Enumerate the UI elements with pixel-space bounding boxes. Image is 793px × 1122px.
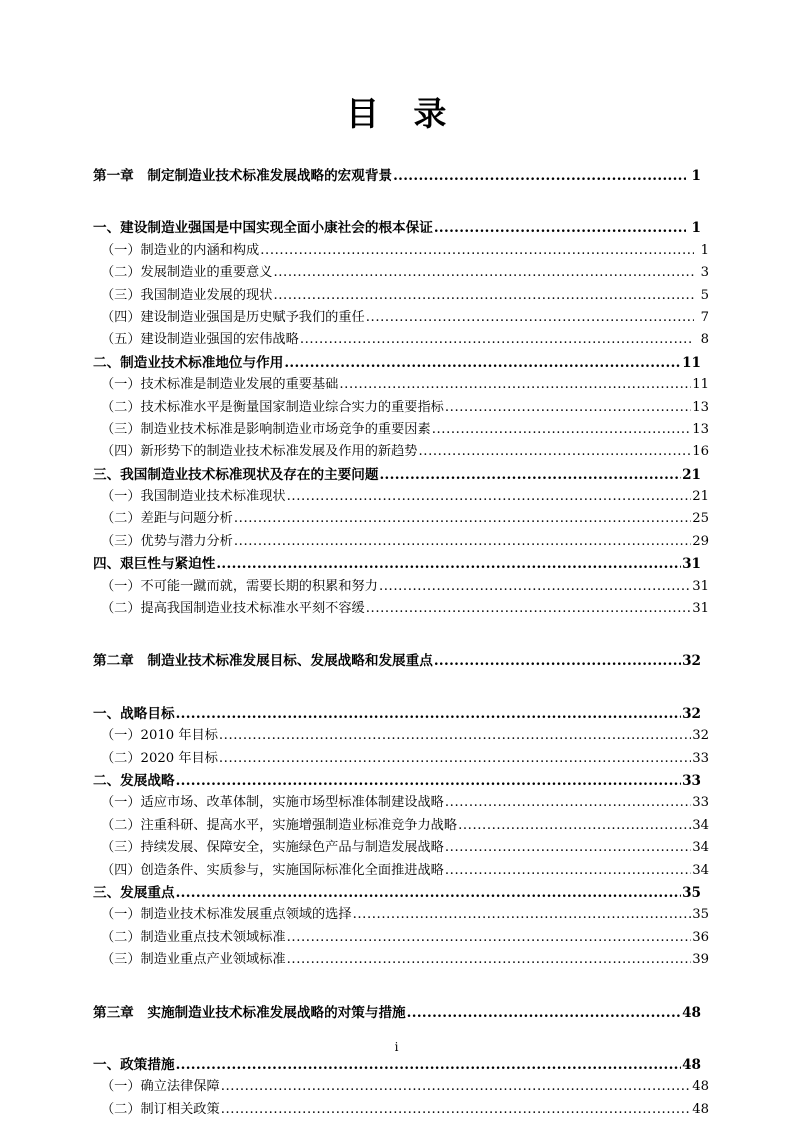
toc-entry-page-number: 21 bbox=[682, 466, 701, 483]
toc-entry-label: （一）我国制造业技术标准现状 bbox=[101, 489, 286, 505]
toc-entry-page-number: 13 bbox=[692, 421, 709, 437]
toc-entry-page-number: 33 bbox=[692, 750, 709, 766]
toc-entry-page-number: 1 bbox=[700, 242, 709, 258]
toc-dot-leader bbox=[260, 240, 694, 256]
toc-entry-label: （二）制订相关政策 bbox=[101, 1101, 220, 1117]
toc-entry-sub[interactable] bbox=[101, 904, 709, 926]
toc-entry-sub[interactable] bbox=[101, 598, 709, 620]
toc-entry-label: （二）制造业重点技术领域标准 bbox=[101, 929, 286, 945]
toc-entry-page-number: 48 bbox=[682, 1056, 701, 1073]
toc-entry-label: （三）持续发展、保障安全，实施绿色产品与制造发展战略 bbox=[101, 840, 444, 856]
toc-entry-page-number: 1 bbox=[691, 220, 701, 237]
toc-dot-leader bbox=[434, 217, 686, 233]
toc-dot-leader bbox=[353, 904, 692, 920]
toc-entry-label: （一）适应市场、改革体制，实施市场型标准体制建设战略 bbox=[101, 795, 444, 811]
toc-entry-page-number: 33 bbox=[682, 772, 701, 789]
toc-entry-chapter[interactable] bbox=[93, 1002, 701, 1024]
toc-entry-sub[interactable] bbox=[101, 285, 709, 307]
toc-entry-label: （三）制造业重点产业领域标准 bbox=[101, 952, 286, 968]
toc-dot-leader bbox=[221, 1099, 692, 1115]
toc-dot-leader bbox=[273, 285, 694, 301]
toc-entry-label: （二）注重科研、提高水平，实施增强制造业标准竞争力战略 bbox=[101, 817, 458, 833]
toc-dot-leader bbox=[379, 576, 691, 592]
toc-dot-leader bbox=[300, 329, 694, 345]
toc-dot-leader bbox=[445, 792, 691, 808]
toc-entry-sub[interactable] bbox=[101, 486, 709, 508]
toc-entry-page-number: 31 bbox=[682, 556, 701, 573]
toc-dot-leader bbox=[273, 262, 694, 278]
toc-dot-leader bbox=[339, 374, 691, 390]
toc-entry-label: 二、发展战略 bbox=[93, 772, 175, 789]
toc-dot-leader bbox=[407, 1002, 681, 1018]
toc-dot-leader bbox=[287, 486, 692, 502]
toc-entry-label: （三）优势与潜力分析 bbox=[101, 533, 233, 549]
toc-dot-leader bbox=[379, 464, 681, 480]
toc-entry-page-number: 48 bbox=[682, 1004, 701, 1021]
toc-entry-page-number: 8 bbox=[700, 332, 709, 348]
toc-entry-sub[interactable] bbox=[101, 441, 709, 463]
toc-dot-leader bbox=[419, 441, 692, 457]
toc-entry-sub[interactable] bbox=[101, 927, 709, 949]
toc-entry-label: （一）制造业技术标准发展重点领域的选择 bbox=[101, 907, 352, 923]
toc-entry-page-number: 32 bbox=[682, 653, 701, 670]
toc-entry-page-number: 7 bbox=[700, 309, 709, 325]
toc-entry-label: 第一章 制定制造业技术标准发展战略的宏观背景 bbox=[93, 168, 393, 184]
toc-dot-leader bbox=[234, 531, 691, 547]
toc-entry-page-number: 35 bbox=[692, 907, 709, 923]
toc-entry-page-number: 29 bbox=[692, 533, 709, 549]
toc-dot-leader bbox=[176, 703, 682, 719]
toc-dot-leader bbox=[458, 815, 691, 831]
toc-entry-page-number: 31 bbox=[692, 601, 709, 617]
toc-entry-label: 四、艰巨性与紧迫性 bbox=[93, 556, 216, 573]
toc-entry-label: （四）创造条件、实质参与，实施国际标准化全面推进战略 bbox=[101, 862, 444, 878]
toc-entry-label: 一、政策措施 bbox=[93, 1056, 175, 1073]
toc-entry-page-number: 13 bbox=[692, 399, 709, 415]
toc-entry-section[interactable] bbox=[93, 217, 701, 239]
toc-dot-leader bbox=[234, 508, 691, 524]
toc-entry-page-number: 11 bbox=[692, 377, 709, 393]
toc-entry-label: 二、制造业技术标准地位与作用 bbox=[93, 354, 284, 371]
toc-entry-label: （五）建设制造业强国的宏伟战略 bbox=[101, 332, 299, 348]
toc-entry-sub[interactable] bbox=[101, 374, 709, 396]
toc-entry-page-number: 48 bbox=[692, 1101, 709, 1117]
toc-entry-page-number: 34 bbox=[692, 862, 709, 878]
toc-entry-page-number: 16 bbox=[692, 444, 709, 460]
toc-entry-label: （二）发展制造业的重要意义 bbox=[101, 265, 273, 281]
toc-dot-leader bbox=[287, 949, 692, 965]
toc-entry-page-number: 5 bbox=[700, 287, 709, 303]
toc-entry-sub[interactable] bbox=[101, 748, 709, 770]
toc-entry-sub[interactable] bbox=[101, 725, 709, 747]
toc-entry-page-number: 1 bbox=[691, 168, 701, 184]
toc-entry-page-number: 3 bbox=[700, 265, 709, 281]
toc-entry-chapter[interactable] bbox=[93, 650, 701, 672]
toc-entry-label: 第三章 实施制造业技术标准发展战略的对策与措施 bbox=[93, 1004, 406, 1021]
toc-entry-page-number: 48 bbox=[692, 1079, 709, 1095]
toc-dot-leader bbox=[287, 927, 692, 943]
toc-entry-label: （四）建设制造业强国是历史赋予我们的重任 bbox=[101, 309, 365, 325]
toc-entry-section[interactable] bbox=[93, 770, 701, 792]
toc-entry-sub[interactable] bbox=[101, 240, 709, 262]
toc-entry-label: （四）新形势下的制造业技术标准发展及作用的新趋势 bbox=[101, 444, 418, 460]
toc-entry-sub[interactable] bbox=[101, 531, 709, 553]
toc-entry-sub[interactable] bbox=[101, 860, 709, 882]
toc-dot-leader bbox=[221, 1076, 692, 1092]
toc-dot-leader bbox=[366, 598, 691, 614]
toc-entry-section[interactable] bbox=[93, 703, 701, 725]
toc-entry-sub[interactable] bbox=[101, 419, 709, 441]
page-title: 目 录 bbox=[346, 94, 447, 133]
toc-entry-label: 一、建设制造业强国是中国实现全面小康社会的根本保证 bbox=[93, 220, 433, 237]
toc-entry-label: （二）差距与问题分析 bbox=[101, 511, 233, 527]
toc-entry-chapter[interactable] bbox=[93, 165, 701, 187]
toc-dot-leader bbox=[445, 397, 691, 413]
toc-dot-leader bbox=[219, 748, 691, 764]
toc-entry-page-number: 11 bbox=[682, 354, 701, 371]
toc-dot-leader bbox=[445, 860, 691, 876]
toc-dot-leader bbox=[445, 837, 691, 853]
toc-entry-section[interactable] bbox=[93, 352, 701, 374]
toc-entry-label: 三、我国制造业技术标准现状及存在的主要问题 bbox=[93, 466, 379, 483]
toc-entry-sub[interactable] bbox=[101, 1099, 709, 1121]
toc-entry-section[interactable] bbox=[93, 464, 701, 486]
toc-entry-label: 三、发展重点 bbox=[93, 884, 175, 901]
toc-dot-leader bbox=[176, 1054, 682, 1070]
toc-entry-sub[interactable] bbox=[101, 837, 709, 859]
toc-entry-section[interactable] bbox=[93, 553, 701, 575]
toc-entry-label: （一）确立法律保障 bbox=[101, 1079, 220, 1095]
toc-entry-sub[interactable] bbox=[101, 949, 709, 971]
toc-entry-sub[interactable] bbox=[101, 1076, 709, 1098]
toc-entry-label: （三）我国制造业发展的现状 bbox=[101, 287, 273, 303]
toc-entry-page-number: 32 bbox=[682, 705, 701, 722]
toc-entry-label: （二）提高我国制造业技术标准水平刻不容缓 bbox=[101, 601, 365, 617]
toc-dot-leader bbox=[393, 165, 686, 181]
toc-entry-page-number: 31 bbox=[692, 578, 709, 594]
toc-dot-leader bbox=[216, 553, 681, 569]
toc-entry-page-number: 39 bbox=[692, 952, 709, 968]
toc-dot-leader bbox=[366, 307, 694, 323]
toc-entry-sub[interactable] bbox=[101, 307, 709, 329]
toc-dot-leader bbox=[432, 419, 692, 435]
toc-entry-sub[interactable] bbox=[101, 508, 709, 530]
toc-entry-label: （二）2020 年目标 bbox=[101, 750, 218, 766]
toc-entry-section[interactable] bbox=[93, 882, 701, 904]
toc-entry-label: （一）制造业的内涵和构成 bbox=[101, 242, 260, 258]
toc-entry-page-number: 25 bbox=[692, 511, 709, 527]
toc-entry-label: 一、战略目标 bbox=[93, 705, 175, 722]
toc-entry-sub[interactable] bbox=[101, 792, 709, 814]
toc-entry-label: （一）技术标准是制造业发展的重要基础 bbox=[101, 377, 339, 393]
toc-entry-label: （三）制造业技术标准是影响制造业市场竞争的重要因素 bbox=[101, 421, 431, 437]
toc-entry-page-number: 34 bbox=[692, 840, 709, 856]
toc-entry-sub[interactable] bbox=[101, 329, 709, 351]
toc-entry-label: （一）2010 年目标 bbox=[101, 728, 218, 744]
toc-entry-page-number: 34 bbox=[692, 817, 709, 833]
toc-entry-label: （二）技术标准水平是衡量国家制造业综合实力的重要指标 bbox=[101, 399, 444, 415]
toc-entry-sub[interactable] bbox=[101, 262, 709, 284]
toc-entry-label: 第二章 制造业技术标准发展目标、发展战略和发展重点 bbox=[93, 653, 433, 670]
toc-entry-sub[interactable] bbox=[101, 397, 709, 419]
toc-entry-label: （一）不可能一蹴而就，需要长期的积累和努力 bbox=[101, 578, 378, 594]
toc-entry-page-number: 33 bbox=[692, 795, 709, 811]
toc-dot-leader bbox=[284, 352, 681, 368]
toc-dot-leader bbox=[219, 725, 691, 741]
table-of-contents bbox=[93, 165, 709, 1121]
toc-entry-sub[interactable] bbox=[101, 815, 709, 837]
toc-entry-section[interactable] bbox=[93, 1054, 701, 1076]
toc-entry-page-number: 36 bbox=[692, 929, 709, 945]
toc-dot-leader bbox=[434, 650, 681, 666]
toc-entry-page-number: 21 bbox=[692, 489, 709, 505]
toc-entry-page-number: 32 bbox=[692, 728, 709, 744]
toc-dot-leader bbox=[176, 770, 682, 786]
footer-page-number: i bbox=[394, 1040, 399, 1054]
toc-entry-page-number: 35 bbox=[682, 884, 701, 901]
toc-dot-leader bbox=[176, 882, 682, 898]
toc-entry-sub[interactable] bbox=[101, 576, 709, 598]
